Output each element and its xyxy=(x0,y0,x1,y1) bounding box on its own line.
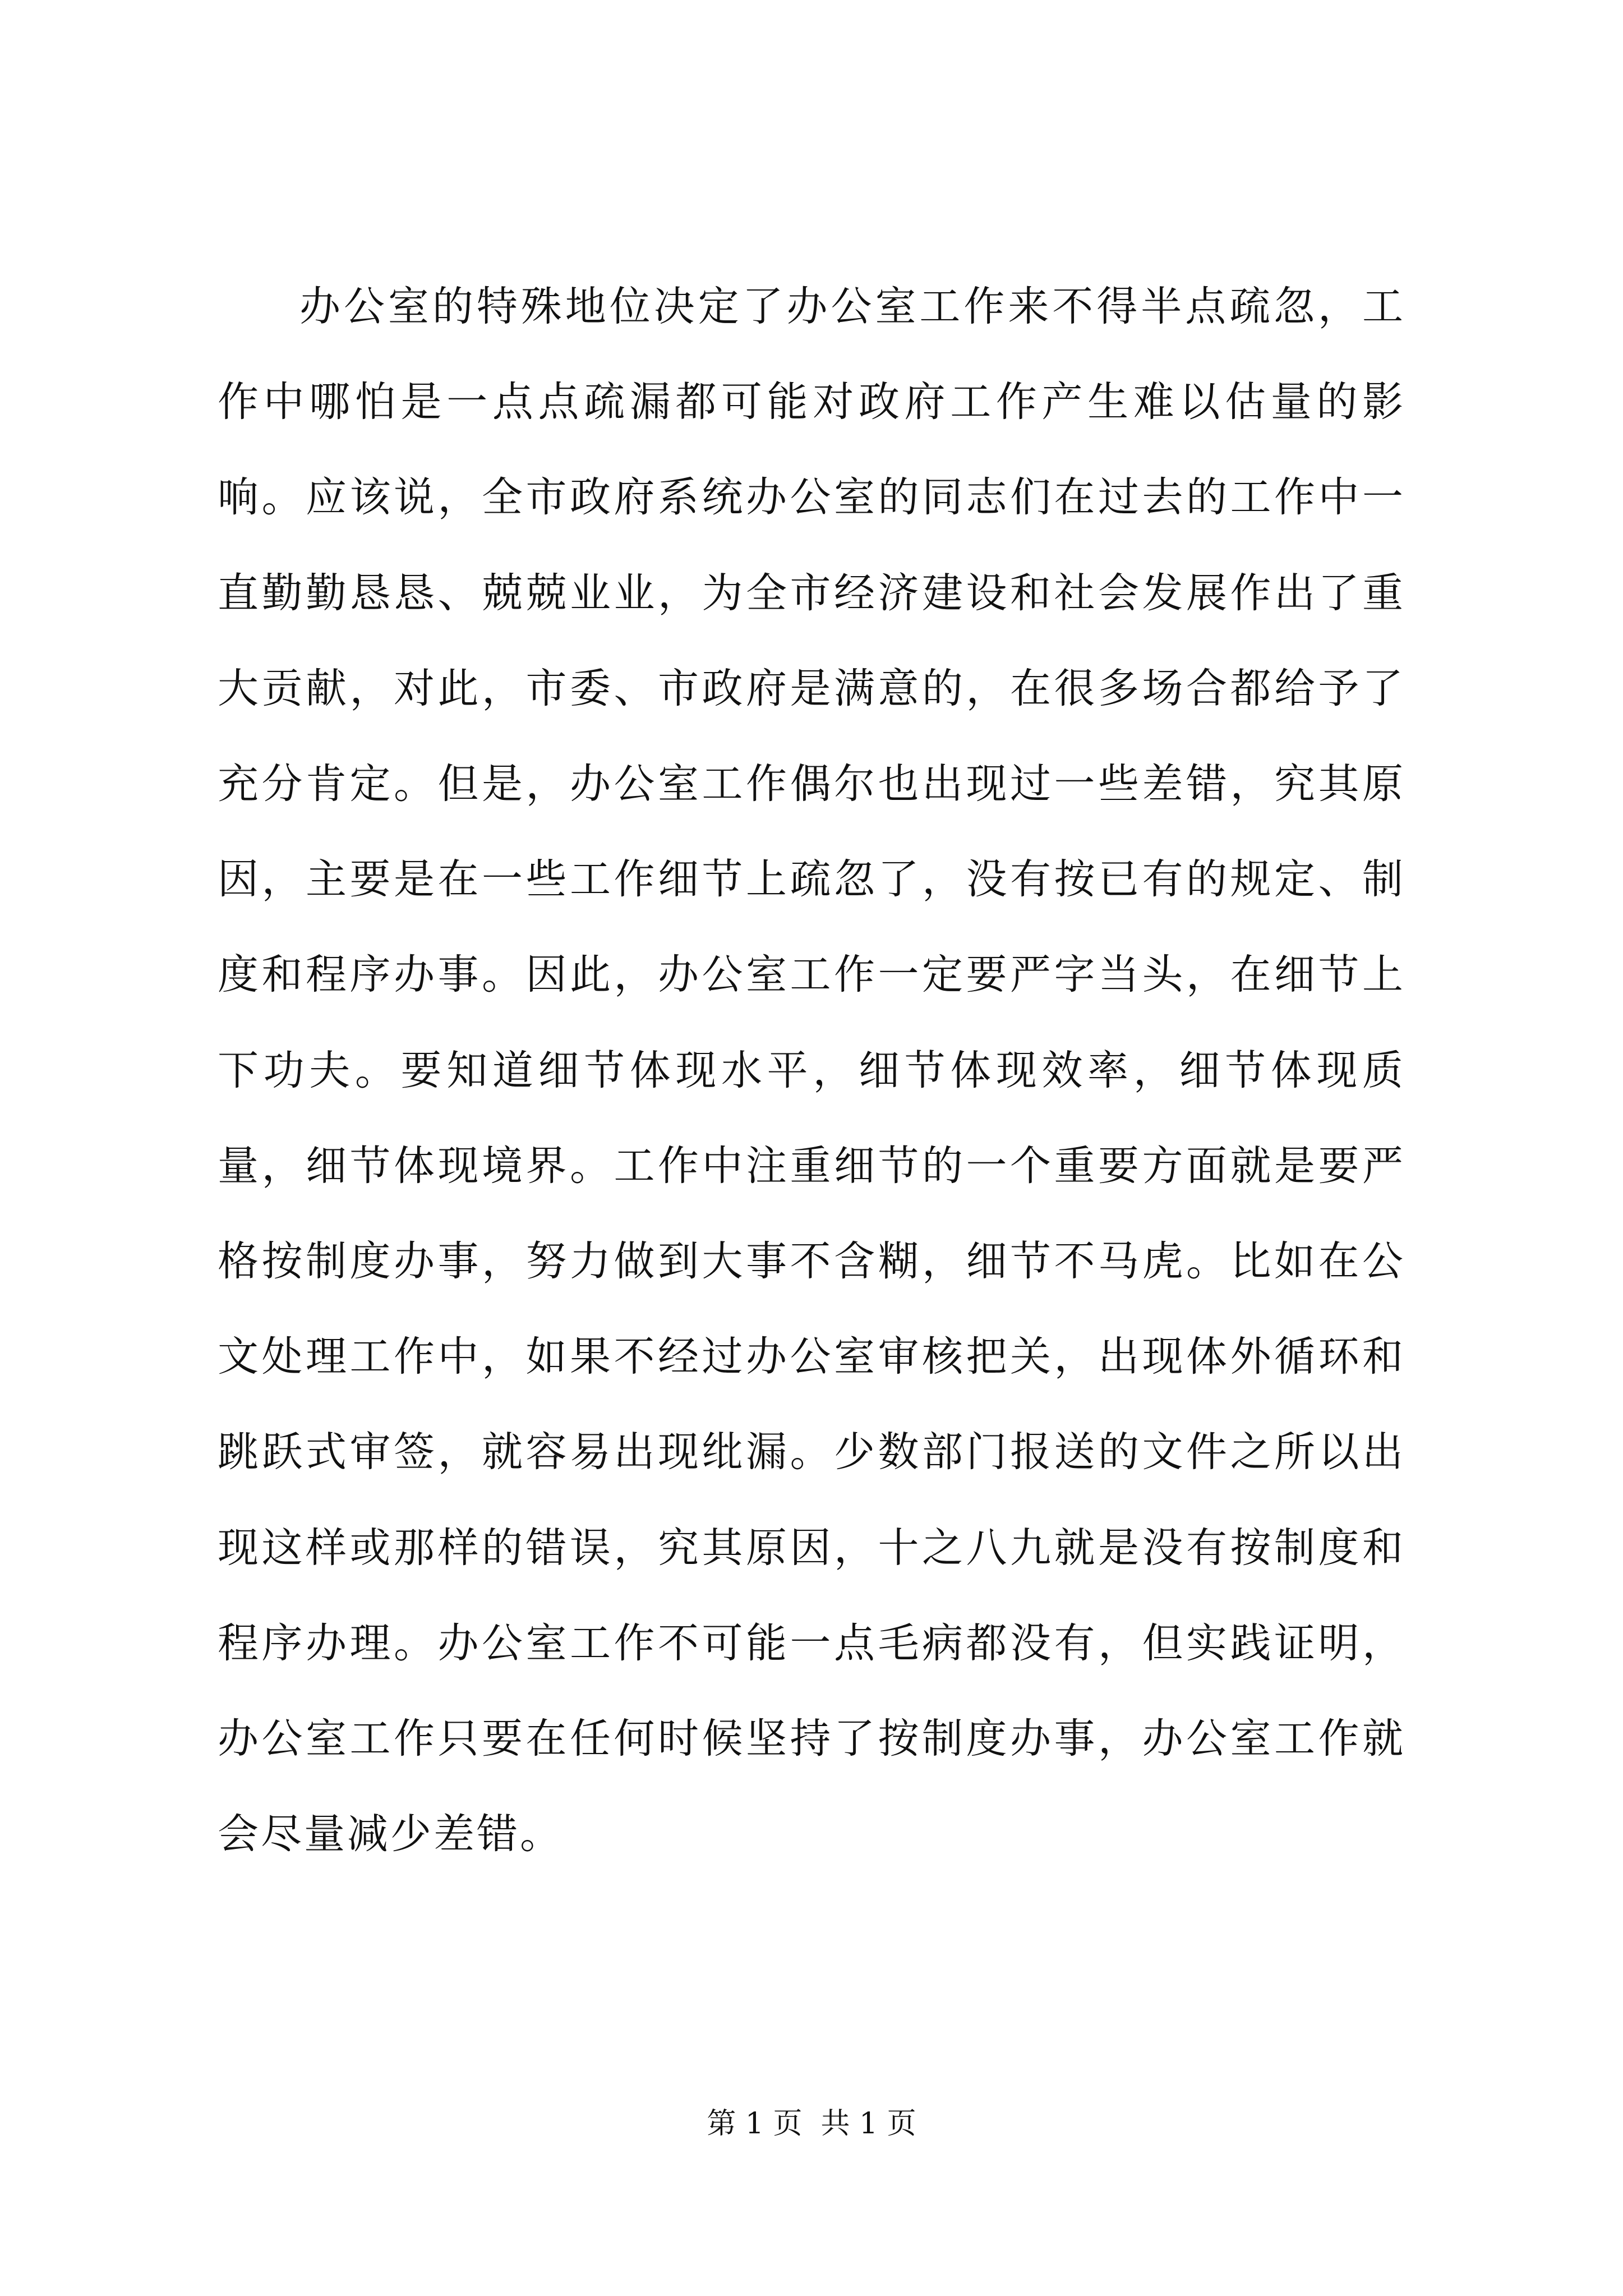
body-paragraph: 办公室的特殊地位决定了办公室工作来不得半点疏忽，工作中哪怕是一点点疏漏都可能对政府工作产生难以估量的影响。应该说，全市政府系统办公室的同志们在过去的工作中一直勤勤恳恳、兢兢业业，为全市经济建设和社会发展作出了重大贡献，对此，市委、市政府是满意的，在很多场合都给予了充分肯定。但是，办公室工作偶尔也出现过一些差错，究其原因，主要是在一些工作细节上疏忽了，没有按已有的规定、制度和程序办事。因此，办公室工作一定要严字当头，在细节上下功夫。要知道细节体现水平，细节体现效率，细节体现质量，细节体现境界。工作中注重细节的一个重要方面就是要严格按制度办事，努力做到大事不含糊，细节不马虎。比如在公文处理工作中，如果不经过办公室审核把关，出现体外循环和跳跃式审签，就容易出现纰漏。少数部门报送的文件之所以出现这样或那样的错误，究其原因，十之八九就是没有按制度和程序办理。办公室工作不可能一点毛病都没有，但实践证明，办公室工作只要在任何时候坚持了按制度办事，办公室工作就会尽量减少差错。 xyxy=(218,283,1405,1858)
page-footer xyxy=(0,2107,1623,2141)
page-number-label: 第 1 页 共 1 页 xyxy=(707,2107,916,2141)
